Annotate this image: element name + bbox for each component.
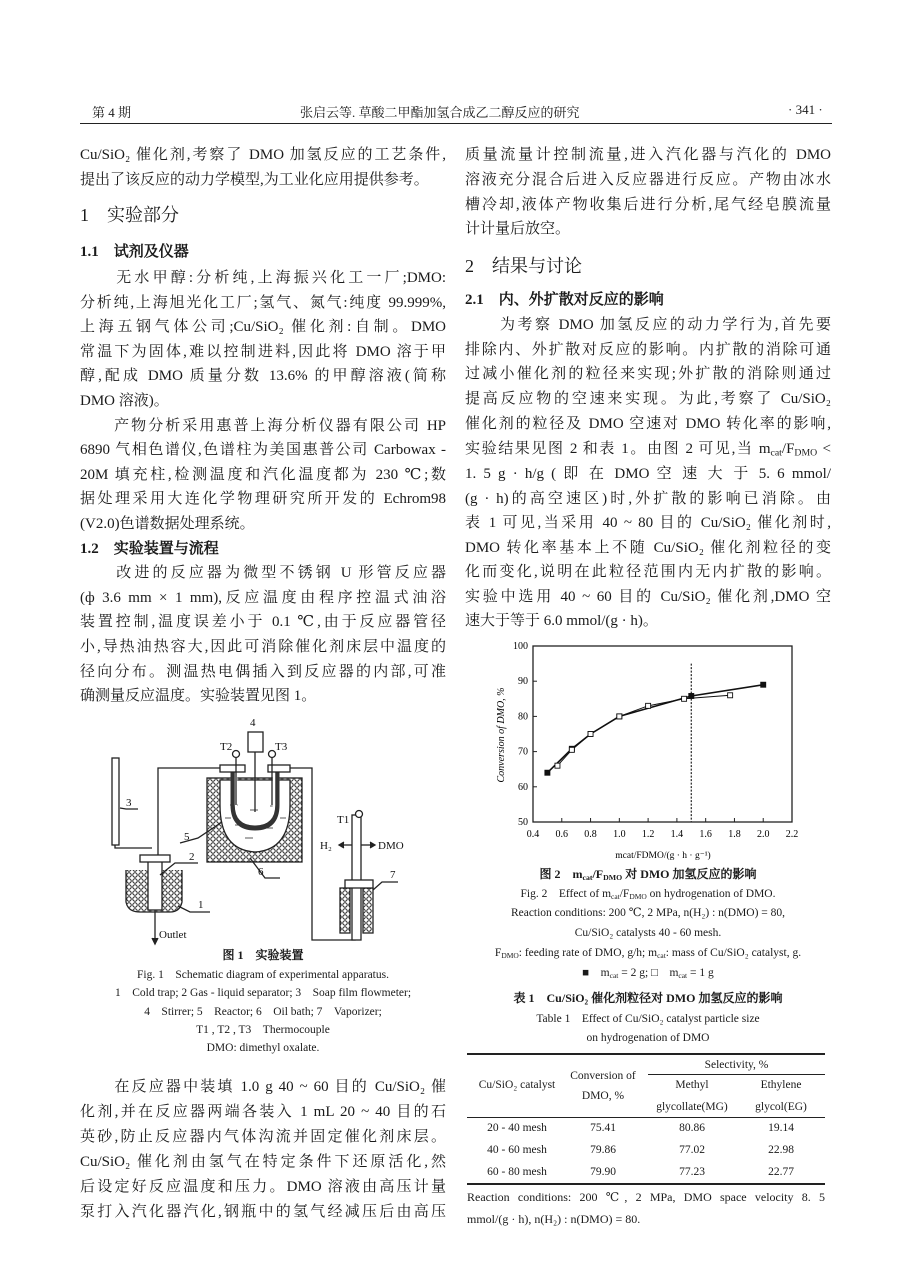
paragraph-line: (V2.0)色谱数据处理系统。 bbox=[80, 516, 255, 532]
soap-film-flowmeter bbox=[112, 758, 119, 845]
paragraph-line: 改进的反应器为微型不锈钢 U 形管反应器 bbox=[80, 565, 446, 581]
paragraph-line: 径向分布。测温热电偶插入到反应器的内部,可准 bbox=[80, 664, 446, 680]
paragraph-line: DMO 转化率基本上不随 Cu/SiO₂ 催化剂粒径的变 bbox=[465, 540, 831, 556]
table1-caption-en: on hydrogenation of DMO bbox=[586, 1032, 710, 1044]
plot-frame bbox=[533, 646, 792, 822]
vaporizer bbox=[352, 815, 361, 940]
cell-mg: 80.86 bbox=[679, 1122, 705, 1134]
label-5: 5 bbox=[184, 831, 190, 843]
paragraph-line: 分析纯,上海旭光化工厂;氢气、氮气:纯度 99.999%, bbox=[80, 295, 446, 311]
running-title: 张启云等. 草酸二甲酯加氢合成乙二醇反应的研究 bbox=[300, 105, 580, 120]
label-3: 3 bbox=[126, 797, 132, 809]
paragraph-line: 装置控制,温度误差小于 0.1 ℃,由于反应器管径 bbox=[80, 614, 446, 630]
gas-liquid-separator bbox=[148, 860, 162, 910]
label-1: 1 bbox=[198, 899, 204, 911]
label-t3: T3 bbox=[275, 741, 288, 753]
figure1-legend-line: T1 , T2 , T3 Thermocouple bbox=[196, 1024, 330, 1036]
label-h2: H₂ bbox=[320, 840, 332, 852]
label-2: 2 bbox=[189, 851, 195, 863]
paragraph-line: 过减小催化剂的粒径来实现;外扩散的消除则通过 bbox=[465, 366, 831, 382]
apparatus-diagram bbox=[90, 710, 430, 950]
figure1-caption-cn: 图 1 实验装置 bbox=[222, 948, 304, 962]
cell-eg: 22.77 bbox=[768, 1166, 794, 1178]
figure2-note: Cu/SiO₂ catalysts 40 - 60 mesh. bbox=[574, 927, 722, 939]
data-point-open bbox=[555, 763, 560, 768]
cell-eg: 22.98 bbox=[768, 1144, 794, 1156]
section-heading: 1 实验部分 bbox=[80, 205, 179, 225]
paragraph-line: 速大于等于 6.0 mmol/(g · h)。 bbox=[465, 613, 658, 629]
paragraph-line: 无水甲醇:分析纯,上海振兴化工一厂;DMO: bbox=[80, 270, 446, 286]
cell-catalyst: 40 - 60 mesh bbox=[487, 1144, 547, 1156]
x-tick-label: 1.0 bbox=[613, 829, 626, 840]
y-axis-label: Conversion of DMO, % bbox=[496, 687, 507, 783]
paragraph-line: 常温下为固体,难以控制进料,因此将 DMO 溶于甲 bbox=[80, 344, 446, 360]
page-number: · 341 · bbox=[788, 102, 823, 117]
conversion-chart bbox=[480, 635, 810, 865]
journal-issue: 第 4 期 bbox=[92, 105, 132, 120]
thermocouple-t1 bbox=[356, 811, 363, 818]
table1-caption-en: Table 1 Effect of Cu/SiO₂ catalyst particle size bbox=[536, 1013, 760, 1025]
figure1-legend-line: 1 Cold trap; 2 Gas - liquid separator; 3 Soap film flowmeter; bbox=[114, 987, 412, 999]
paragraph-line: Cu/SiO₂ 催化剂由氢气在特定条件下还原活化,然 bbox=[80, 1154, 446, 1170]
x-tick-label: 1.8 bbox=[728, 829, 741, 840]
y-tick-label: 90 bbox=[518, 676, 528, 688]
figure1-legend-line: DMO: dimethyl oxalate. bbox=[206, 1042, 320, 1054]
data-point-open bbox=[728, 693, 733, 698]
x-tick-label: 1.4 bbox=[670, 829, 684, 840]
stirrer bbox=[248, 732, 263, 752]
header-eg: glycol(EG) bbox=[755, 1101, 807, 1113]
data-point-filled bbox=[761, 682, 766, 687]
section-heading: 2 结果与讨论 bbox=[465, 256, 582, 276]
label-4: 4 bbox=[250, 717, 256, 729]
cell-conversion: 79.86 bbox=[590, 1144, 616, 1156]
table1-note: mmol/(g · h), n(H₂) : n(DMO) = 80. bbox=[467, 1212, 641, 1226]
figure2-caption-en: Fig. 2 Effect of $m_{cat}/F_{DMO}$ on hydrogenation of DMO. bbox=[520, 888, 776, 901]
paragraph-line: 上海五钢气体公司;Cu/SiO₂ 催化剂:自制。DMO bbox=[80, 319, 446, 335]
label-dmo: DMO bbox=[378, 840, 404, 852]
header-conversion: DMO, % bbox=[581, 1090, 625, 1102]
header-selectivity: Selectivity, % bbox=[704, 1059, 769, 1071]
paragraph-line: DMO 溶液)。 bbox=[80, 393, 169, 409]
cell-conversion: 79.90 bbox=[590, 1166, 616, 1178]
cell-catalyst: 60 - 80 mesh bbox=[487, 1166, 547, 1178]
paragraph-line: 后设定好反应温度和压力。DMO 溶液由高压计量 bbox=[80, 1179, 446, 1195]
paragraph-line: 为考察 DMO 加氢反应的动力学行为,首先要 bbox=[465, 317, 831, 333]
data-point-open bbox=[646, 703, 651, 708]
x-tick-label: 1.6 bbox=[699, 829, 712, 840]
paragraph-line: 排除内、外扩散对反应的影响。内扩散的消除可通 bbox=[465, 342, 831, 358]
data-point-open bbox=[569, 747, 574, 752]
label-t2: T2 bbox=[220, 741, 233, 753]
paragraph-line: 1. 5 g · h/g ( 即 在 DMO 空 速 大 于 5. 6 mmol/ bbox=[465, 466, 831, 482]
header-eg: Ethylene bbox=[760, 1079, 802, 1091]
figure1-legend-line: 4 Stirrer; 5 Reactor; 6 Oil bath; 7 Vaporizer; bbox=[144, 1006, 382, 1018]
paragraph-line: (ф 3.6 mm × 1 mm),反应温度由程序控温式油浴 bbox=[80, 590, 446, 606]
table-header-rule bbox=[467, 1117, 825, 1118]
paragraph-line: 表 1 可见,当采用 40 ~ 80 目的 Cu/SiO₂ 催化剂时, bbox=[465, 515, 831, 531]
paragraph-line: 6890 气相色谱仪,色谱柱为美国惠普公司 Carbowax - bbox=[80, 442, 446, 458]
paragraph-line: 化而变化,说明在此粒径范围内无内扩散的影响。 bbox=[465, 564, 831, 580]
header-rule bbox=[80, 123, 832, 124]
figure2-caption-cn: 图 2 $m_{cat}/F_{DMO}$ 对 DMO 加氢反应的影响 bbox=[539, 867, 757, 882]
paragraph-line: 提出了该反应的动力学模型,为工业化应用提供参考。 bbox=[80, 172, 429, 188]
paragraph-line: 实验结果见图 2 和表 1。由图 2 可见,当 $m_{cat}/F_{DMO}$ < bbox=[465, 441, 831, 459]
table-top-rule bbox=[467, 1053, 825, 1055]
figure2-note: Reaction conditions: 200 ℃, 2 MPa, n(H₂) : n(DMO) = 80, bbox=[510, 907, 786, 919]
subsection-heading: 1.1 试剂及仪器 bbox=[80, 244, 189, 260]
paragraph-line: 溶液充分混合后进入反应器进行反应。产物由冰水 bbox=[465, 172, 831, 188]
paragraph-line: 槽冷却,液体产物收集后进行分析,尾气经皂膜流量 bbox=[465, 197, 831, 213]
header-catalyst: Cu/SiO₂ catalyst bbox=[478, 1079, 556, 1091]
table-sub-rule bbox=[648, 1074, 825, 1075]
x-tick-label: 0.6 bbox=[555, 829, 569, 840]
subsection-heading: 2.1 内、外扩散对反应的影响 bbox=[465, 292, 664, 308]
x-axis-label: mcat/FDMO/(g · h · g⁻¹) bbox=[615, 851, 711, 861]
data-point-open bbox=[588, 732, 593, 737]
x-tick-label: 1.2 bbox=[641, 829, 655, 840]
paragraph-line: 小,导热油热容大,因此可消除催化剂床层中温度的 bbox=[80, 639, 446, 655]
paragraph-line: 英砂,防止反应器内气体沟流并固定催化剂床层。 bbox=[80, 1129, 446, 1145]
cell-mg: 77.23 bbox=[679, 1166, 705, 1178]
label-outlet: Outlet bbox=[159, 929, 187, 941]
x-tick-label: 2.0 bbox=[756, 829, 770, 840]
paragraph-line: 泵打入汽化器汽化,钢瓶中的氢气经减压后由高压 bbox=[80, 1204, 446, 1220]
table1-note: Reaction conditions: 200 ℃, 2 MPa, DMO space velocity 8. 5 bbox=[467, 1190, 825, 1204]
thermocouple-t2 bbox=[233, 751, 240, 758]
cell-catalyst: 20 - 40 mesh bbox=[487, 1122, 547, 1134]
header-mg: Methyl bbox=[675, 1079, 709, 1091]
figure2-note: $F_{DMO}$: feeding rate of DMO, g/h; $m_{cat}$: mass of Cu/SiO₂ catalyst, g. bbox=[494, 947, 802, 960]
paragraph-line: 质量流量计控制流量,进入汽化器与汽化的 DMO bbox=[465, 147, 831, 163]
header-mg: glycollate(MG) bbox=[656, 1101, 728, 1113]
label-7: 7 bbox=[390, 869, 396, 881]
label-t1: T1 bbox=[337, 814, 350, 826]
paragraph-line: 提高反应物的空速来实现。为此,考察了 Cu/SiO₂ bbox=[465, 391, 831, 407]
paragraph-line: 催化剂的粒径及 DMO 空速对 DMO 转化率的影响, bbox=[465, 416, 831, 432]
paragraph-line: 醇,配成 DMO 质量分数 13.6% 的甲醇溶液(简称 bbox=[80, 368, 446, 384]
label-6: 6 bbox=[258, 866, 264, 878]
x-tick-label: 2.2 bbox=[785, 829, 799, 840]
table-bottom-rule bbox=[467, 1183, 825, 1185]
x-tick-label: 0.8 bbox=[584, 829, 597, 840]
y-tick-label: 60 bbox=[518, 781, 528, 793]
x-tick-label: 0.4 bbox=[526, 829, 540, 840]
series-line bbox=[557, 695, 730, 765]
figure1-caption-en: Fig. 1 Schematic diagram of experimental apparatus. bbox=[137, 969, 389, 981]
data-point-filled bbox=[689, 693, 694, 698]
paragraph-line: 计计量后放空。 bbox=[465, 221, 571, 237]
paragraph-line: 实验中选用 40 ~ 60 目的 Cu/SiO₂ 催化剂,DMO 空 bbox=[465, 589, 831, 605]
cell-eg: 19.14 bbox=[768, 1122, 794, 1134]
cell-mg: 77.02 bbox=[679, 1144, 705, 1156]
cell-conversion: 75.41 bbox=[590, 1122, 616, 1134]
y-tick-label: 50 bbox=[518, 817, 528, 828]
paragraph-line: 确测量反应温度。实验装置见图 1。 bbox=[80, 688, 317, 704]
paragraph-line: (g · h)的高空速区)时,外扩散的影响已消除。由 bbox=[465, 491, 831, 507]
paragraph-line: Cu/SiO₂ 催化剂,考察了 DMO 加氢反应的工艺条件, bbox=[80, 147, 446, 163]
data-point-open bbox=[682, 696, 687, 701]
paragraph-line: 化剂,并在反应器两端各装入 1 mL 20 ~ 40 目的石 bbox=[80, 1104, 446, 1120]
y-tick-label: 80 bbox=[518, 711, 528, 723]
paragraph-line: 在反应器中装填 1.0 g 40 ~ 60 目的 Cu/SiO₂ 催 bbox=[80, 1079, 446, 1095]
paragraph-line: 据处理采用大连化学物理研究所开发的 Echrom98 bbox=[80, 491, 446, 507]
header-conversion: Conversion of bbox=[570, 1070, 636, 1082]
paragraph-line: 产物分析采用惠普上海分析仪器有限公司 HP bbox=[80, 418, 446, 434]
data-point-open bbox=[617, 714, 622, 719]
figure2-legend: ■ $m_{cat} = 2$ g; □ $m_{cat} = 1$ g bbox=[582, 967, 714, 980]
y-tick-label: 100 bbox=[513, 641, 528, 652]
data-point-filled bbox=[545, 770, 550, 775]
paragraph-line: 20M 填充柱,检测温度和汽化温度都为 230 ℃;数 bbox=[80, 467, 446, 483]
table1-caption-cn: 表 1 Cu/SiO₂ 催化剂粒径对 DMO 加氢反应的影响 bbox=[513, 991, 783, 1005]
y-tick-label: 70 bbox=[518, 746, 528, 758]
subsection-heading: 1.2 实验装置与流程 bbox=[80, 541, 219, 557]
